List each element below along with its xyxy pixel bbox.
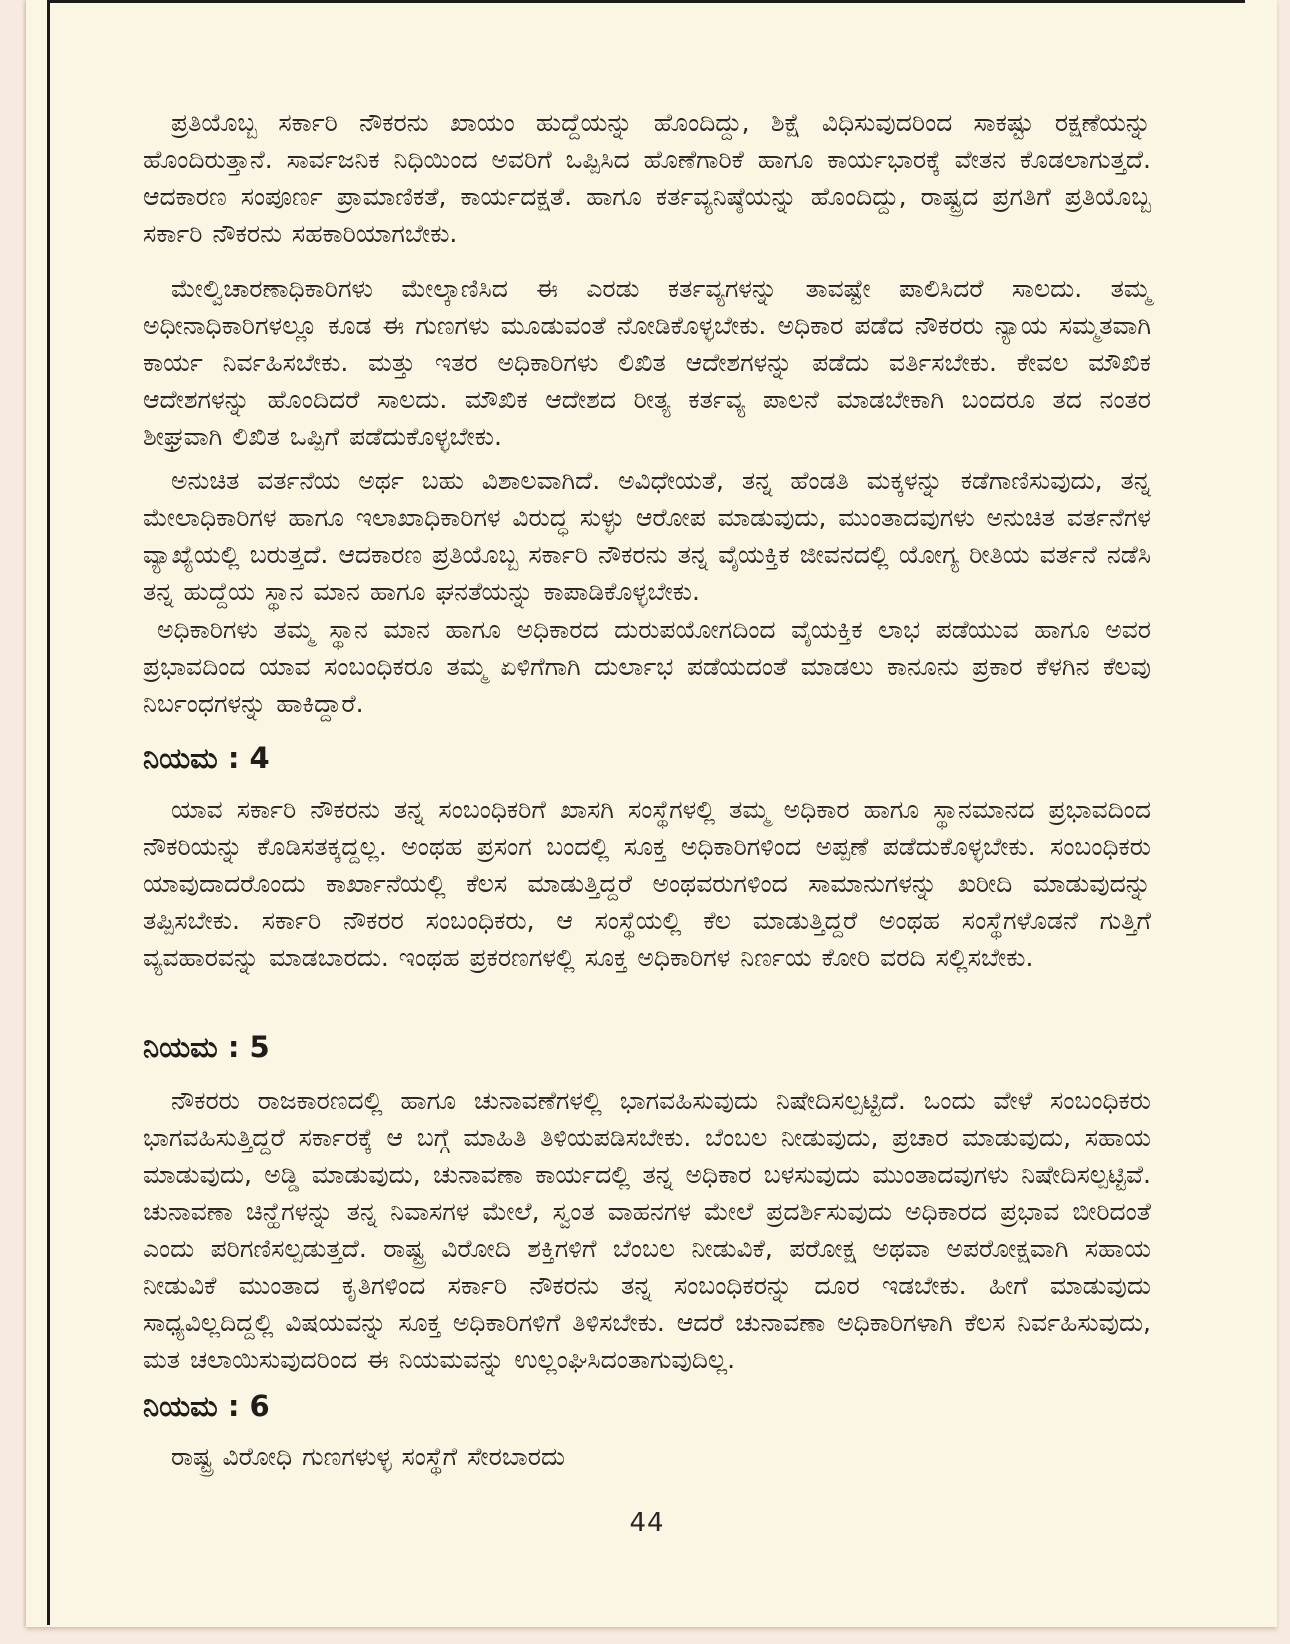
- book-page: [26, 0, 1277, 1627]
- paragraph-duty-of-servant: ಪ್ರತಿಯೊಬ್ಬ ಸರ್ಕಾರಿ ನೌಕರನು ಖಾಯಂ ಹುದ್ದೆಯನ್ನು ಹೊಂದಿದ್ದು, ಶಿಕ್ಷೆ ವಿಧಿಸುವುದರಿಂದ ಸಾಕಷ್ಟು ರಕ್ಷಣೆಯನ್ನು ಹೊಂದಿರುತ್ತಾನೆ. ಸಾರ್ವಜನಿಕ ನಿಧಿಯಿಂದ ಅವರಿಗೆ ಒಪ್ಪಿಸಿದ ಹೊಣೆಗಾರಿಕೆ ಹಾಗೂ ಕಾರ್ಯಭಾರಕ್ಕೆ ವೇತನ ಕೊಡಲಾಗುತ್ತದೆ. ಆದಕಾರಣ ಸಂಪೂರ್ಣ ಪ್ರಾಮಾಣಿಕತೆ, ಕಾರ್ಯದಕ್ಷತೆ. ಹಾಗೂ ಕರ್ತವ್ಯನಿಷ್ಠೆಯನ್ನು ಹೊಂದಿದ್ದು, ರಾಷ್ಟ್ರದ ಪ್ರಗತಿಗೆ ಪ್ರತಿಯೊಬ್ಬ ಸರ್ಕಾರಿ ನೌಕರನು ಸಹಕಾರಿಯಾಗಬೇಕು.: [143, 108, 1151, 248]
- paragraph-rule-4-body: ಯಾವ ಸರ್ಕಾರಿ ನೌಕರನು ತನ್ನ ಸಂಬಂಧಿಕರಿಗೆ ಖಾಸಗಿ ಸಂಸ್ಥೆಗಳಲ್ಲಿ ತಮ್ಮ ಅಧಿಕಾರ ಹಾಗೂ ಸ್ಥಾನಮಾನದ ಪ್ರಭಾವದಿಂದ ನೌಕರಿಯನ್ನು ಕೊಡಿಸತಕ್ಕದ್ದಲ್ಲ. ಅಂಥಹ ಪ್ರಸಂಗ ಬಂದಲ್ಲಿ ಸೂಕ್ತ ಅಧಿಕಾರಿಗಳಿಂದ ಅಪ್ಪಣೆ ಪಡೆದುಕೊಳ್ಳಬೇಕು. ಸಂಬಂಧಿಕರು ಯಾವುದಾದರೊಂದು ಕಾರ್ಖಾನೆಯಲ್ಲಿ ಕೆಲಸ ಮಾಡುತ್ತಿದ್ದರೆ ಅಂಥವರುಗಳಿಂದ ಸಾಮಾನುಗಳನ್ನು ಖರೀದಿ ಮಾಡುವುದನ್ನು ತಪ್ಪಿಸಬೇಕು. ಸರ್ಕಾರಿ ನೌಕರರ ಸಂಬಂಧಿಕರು, ಆ ಸಂಸ್ಥೆಯಲ್ಲಿ ಕೆಲ ಮಾಡುತ್ತಿದ್ದರೆ ಅಂಥಹ ಸಂಸ್ಥೆಗಳೊಡನೆ ಗುತ್ತಿಗೆ ವ್ಯವಹಾರವನ್ನು ಮಾಡಬಾರದು. ಇಂಥಹ ಪ್ರಕರಣಗಳಲ್ಲಿ ಸೂಕ್ತ ಅಧಿಕಾರಿಗಳ ನಿರ್ಣಯ ಕೋರಿ ವರದಿ ಸಲ್ಲಿಸಬೇಕು.: [143, 795, 1151, 972]
- paragraph-supervisors: ಮೇಲ್ವಿಚಾರಣಾಧಿಕಾರಿಗಳು ಮೇಲ್ಕಾಣಿಸಿದ ಈ ಎರಡು ಕರ್ತವ್ಯಗಳನ್ನು ತಾವಷ್ಟೇ ಪಾಲಿಸಿದರೆ ಸಾಲದು. ತಮ್ಮ ಅಧೀನಾಧಿಕಾರಿಗಳಲ್ಲೂ ಕೂಡ ಈ ಗುಣಗಳು ಮೂಡುವಂತೆ ನೋಡಿಕೊಳ್ಳಬೇಕು. ಅಧಿಕಾರ ಪಡೆದ ನೌಕರರು ನ್ಯಾಯ ಸಮ್ಮತವಾಗಿ ಕಾರ್ಯ ನಿರ್ವಹಿಸಬೇಕು. ಮತ್ತು ಇತರ ಅಧಿಕಾರಿಗಳು ಲಿಖಿತ ಆದೇಶಗಳನ್ನು ಪಡೆದು ವರ್ತಿಸಬೇಕು. ಕೇವಲ ಮೌಖಿಕ ಆದೇಶಗಳನ್ನು ಹೊಂದಿದರೆ ಸಾಲದು. ಮೌಖಿಕ ಆದೇಶದ ರೀತ್ಯ ಕರ್ತವ್ಯ ಪಾಲನೆ ಮಾಡಬೇಕಾಗಿ ಬಂದರೂ ತದ ನಂತರ ಶೀಘ್ರವಾಗಿ ಲಿಖಿತ ಒಪ್ಪಿಗೆ ಪಡೆದುಕೊಳ್ಳಬೇಕು.: [143, 274, 1151, 451]
- paragraph-improper-conduct: ಅನುಚಿತ ವರ್ತನೆಯ ಅರ್ಥ ಬಹು ವಿಶಾಲವಾಗಿದೆ. ಅವಿಧೇಯತೆ, ತನ್ನ ಹೆಂಡತಿ ಮಕ್ಕಳನ್ನು ಕಡೆಗಾಣಿಸುವುದು, ತನ್ನ ಮೇಲಾಧಿಕಾರಿಗಳ ಹಾಗೂ ಇಲಾಖಾಧಿಕಾರಿಗಳ ವಿರುದ್ಧ ಸುಳ್ಳು ಆರೋಪ ಮಾಡುವುದು, ಮುಂತಾದವುಗಳು ಅನುಚಿತ ವರ್ತನೆಗಳ ವ್ಯಾಖ್ಯೆಯಲ್ಲಿ ಬರುತ್ತದೆ. ಆದಕಾರಣ ಪ್ರತಿಯೊಬ್ಬ ಸರ್ಕಾರಿ ನೌಕರನು ತನ್ನ ವೈಯಕ್ತಿಕ ಜೀವನದಲ್ಲಿ ಯೋಗ್ಯ ರೀತಿಯ ವರ್ತನೆ ನಡೆಸಿ ತನ್ನ ಹುದ್ದೆಯ ಸ್ಥಾನ ಮಾನ ಹಾಗೂ ಘನತೆಯನ್ನು ಕಾಪಾಡಿಕೊಳ್ಳಬೇಕು.: [143, 466, 1151, 606]
- paragraph-rule-6-body: ರಾಷ್ಟ್ರ ವಿರೋಧಿ ಗುಣಗಳುಳ್ಳ ಸಂಸ್ಥೆಗೆ ಸೇರಬಾರದು: [171, 1442, 566, 1471]
- page-frame-left-line: [47, 0, 50, 1625]
- page-number: 44: [629, 1508, 665, 1538]
- page-frame-top-line: [47, 0, 1245, 3]
- paragraph-rule-5-body: ನೌಕರರು ರಾಜಕಾರಣದಲ್ಲಿ ಹಾಗೂ ಚುನಾವಣೆಗಳಲ್ಲಿ ಭಾಗವಹಿಸುವುದು ನಿಷೇದಿಸಲ್ಪಟ್ಟಿದೆ. ಒಂದು ವೇಳೆ ಸಂಬಂಧಿಕರು ಭಾಗವಹಿಸುತ್ತಿದ್ದರೆ ಸರ್ಕಾರಕ್ಕೆ ಆ ಬಗ್ಗೆ ಮಾಹಿತಿ ತಿಳಿಯಪಡಿಸಬೇಕು. ಬೆಂಬಲ ನೀಡುವುದು, ಪ್ರಚಾರ ಮಾಡುವುದು, ಸಹಾಯ ಮಾಡುವುದು, ಅಡ್ಡಿ ಮಾಡುವುದು, ಚುನಾವಣಾ ಕಾರ್ಯದಲ್ಲಿ ತನ್ನ ಅಧಿಕಾರ ಬಳಸುವುದು ಮುಂತಾದವುಗಳು ನಿಷೇದಿಸಲ್ಪಟ್ಟಿವೆ. ಚುನಾವಣಾ ಚಿನ್ಹೆಗಳನ್ನು ತನ್ನ ನಿವಾಸಗಳ ಮೇಲೆ, ಸ್ವಂತ ವಾಹನಗಳ ಮೇಲೆ ಪ್ರದರ್ಶಿಸುವುದು ಅಧಿಕಾರದ ಪ್ರಭಾವ ಬೀರಿದಂತೆ ಎಂದು ಪರಿಗಣಿಸಲ್ಪಡುತ್ತದೆ. ರಾಷ್ಟ್ರ ವಿರೋದಿ ಶಕ್ತಿಗಳಿಗೆ ಬೆಂಬಲ ನೀಡುವಿಕೆ, ಪರೋಕ್ಷ ಅಥವಾ ಅಪರೋಕ್ಷವಾಗಿ ಸಹಾಯ ನೀಡುವಿಕೆ ಮುಂತಾದ ಕೃತಿಗಳಿಂದ ಸರ್ಕಾರಿ ನೌಕರನು ತನ್ನ ಸಂಬಂಧಿಕರನ್ನು ದೂರ ಇಡಬೇಕು. ಹೀಗೆ ಮಾಡುವುದು ಸಾಧ್ಯವಿಲ್ಲದಿದ್ದಲ್ಲಿ ವಿಷಯವನ್ನು ಸೂಕ್ತ ಅಧಿಕಾರಿಗಳಿಗೆ ತಿಳಿಸಬೇಕು. ಆದರೆ ಚುನಾವಣಾ ಅಧಿಕಾರಿಗಳಾಗಿ ಕೆಲಸ ನಿರ್ವಹಿಸುವುದು, ಮತ ಚಲಾಯಿಸುವುದರಿಂದ ಈ ನಿಯಮವನ್ನು ಉಲ್ಲಂಘಿಸಿದಂತಾಗುವುದಿಲ್ಲ.: [143, 1086, 1151, 1374]
- section-heading-rule-6: ನಿಯಮ : 6: [143, 1389, 270, 1423]
- section-heading-rule-5: ನಿಯಮ : 5: [143, 1030, 270, 1064]
- paragraph-restrictions: ಅಧಿಕಾರಿಗಳು ತಮ್ಮ ಸ್ಥಾನ ಮಾನ ಹಾಗೂ ಅಧಿಕಾರದ ದುರುಪಯೋಗದಿಂದ ವೈಯಕ್ತಿಕ ಲಾಭ ಪಡೆಯುವ ಹಾಗೂ ಅವರ ಪ್ರಭಾವದಿಂದ ಯಾವ ಸಂಬಂಧಿಕರೂ ತಮ್ಮ ಏಳಿಗೆಗಾಗಿ ದುರ್ಲಾಭ ಪಡೆಯದಂತೆ ಮಾಡಲು ಕಾನೂನು ಪ್ರಕಾರ ಕೆಳಗಿನ ಕೆಲವು ನಿರ್ಬಂಧಗಳನ್ನು ಹಾಕಿದ್ದಾರೆ.: [143, 615, 1151, 718]
- section-heading-rule-4: ನಿಯಮ : 4: [143, 741, 270, 775]
